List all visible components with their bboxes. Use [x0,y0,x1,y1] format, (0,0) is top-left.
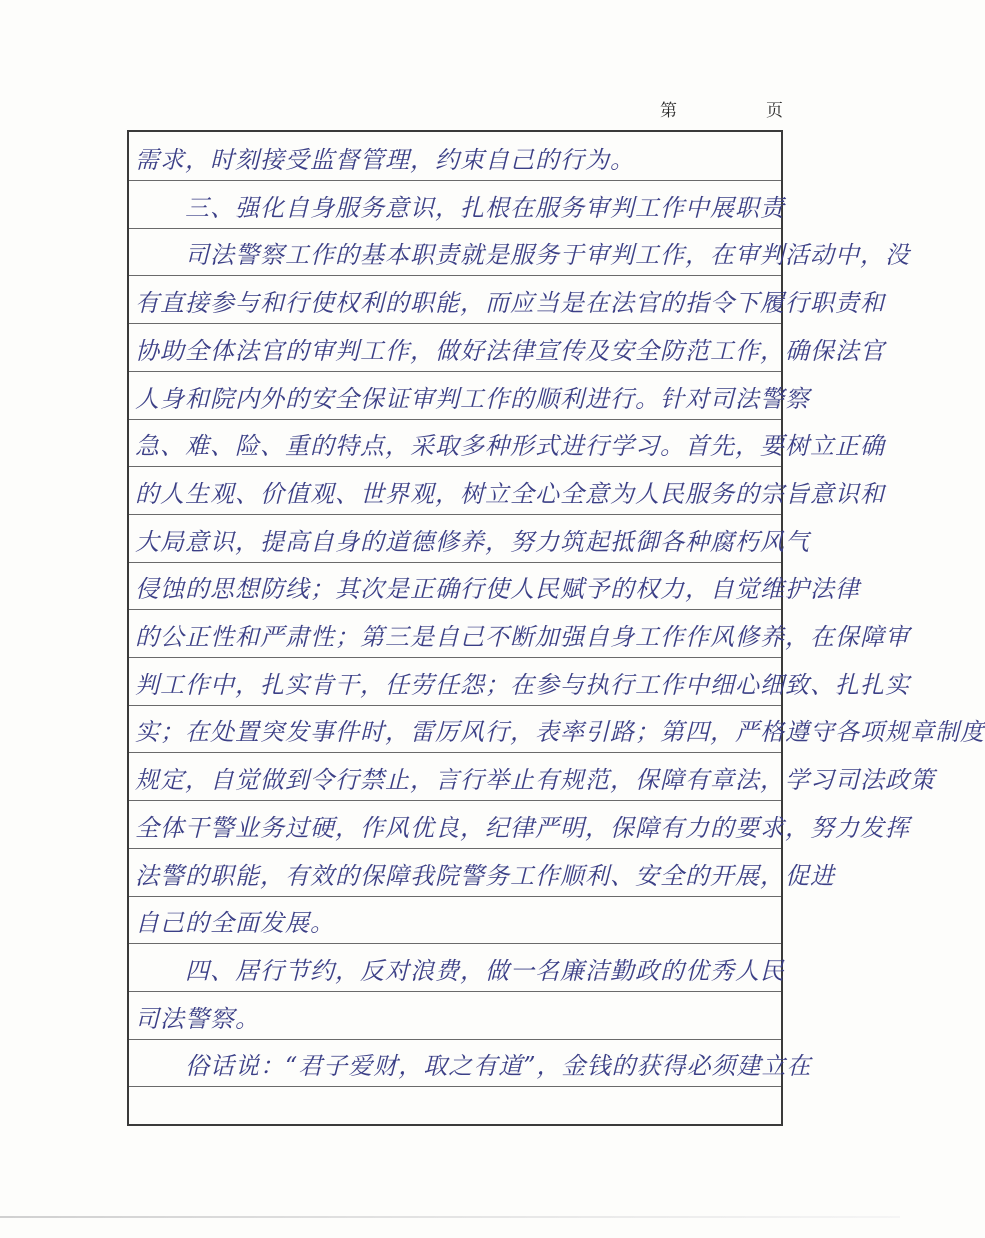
handwritten-line: 侵蚀的思想防线；其次是正确行使人民赋予的权力，自觉维护法律 [135,575,860,604]
ruled-page-frame [127,130,985,1126]
ruled-line [129,609,781,610]
ruled-line [129,1086,781,1087]
page-label-di: 第 [660,101,677,121]
ruled-line [129,657,781,658]
handwritten-line: 有直接参与和行使权利的职能，而应当是在法官的指令下履行职责和 [135,289,885,318]
ruled-line [129,180,781,181]
ruled-line [129,323,781,324]
handwritten-line: 俗话说：“君子爱财，取之有道”，金钱的获得必须建立在 [135,1052,812,1081]
ruled-line [129,800,781,801]
handwritten-line: 全体干警业务过硬，作风优良，纪律严明，保障有力的要求，努力发挥 [135,813,910,842]
ruled-line [129,466,781,467]
ruled-line [129,1039,781,1040]
ruled-line [129,419,781,420]
ruled-line [129,562,781,563]
handwritten-line: 协助全体法官的审判工作，做好法律宣传及安全防范工作，确保法官 [135,336,885,365]
handwritten-line: 大局意识，提高自身的道德修养，努力筑起抵御各种腐朽风气 [135,527,810,556]
ruled-line [129,848,781,849]
handwritten-line: 的人生观、价值观、世界观，树立全心全意为人民服务的宗旨意识和 [135,479,885,508]
ruled-line [129,943,781,944]
handwritten-line: 自己的全面发展。 [135,909,335,938]
handwritten-line: 实；在处置突发事件时，雷厉风行，表率引路；第四，严格遵守各项规章制度 [135,718,985,747]
handwritten-line: 四、居行节约，反对浪费，做一名廉洁勤政的优秀人民 [135,956,785,985]
page-header [648,96,798,126]
handwritten-line: 急、难、险、重的特点，采取多种形式进行学习。首先，要树立正确 [135,432,885,461]
handwritten-line: 法警的职能，有效的保障我院警务工作顺利、安全的开展，促进 [135,861,835,890]
handwritten-line: 人身和院内外的安全保证审判工作的顺利进行。针对司法警察 [135,384,810,413]
handwritten-line: 判工作中，扎实肯干，任劳任怨；在参与执行工作中细心细致、扎扎实 [135,670,910,699]
ruled-line [129,514,781,515]
handwritten-line: 三、强化自身服务意识，扎根在服务审判工作中展职责 [135,193,785,222]
handwritten-line: 规定，自觉做到令行禁止，言行举止有规范，保障有章法，学习司法政策 [135,766,935,795]
ruled-line [129,371,781,372]
ruled-line [129,275,781,276]
handwritten-line: 司法警察工作的基本职责就是服务于审判工作，在审判活动中，没 [135,241,910,270]
handwritten-line: 司法警察。 [135,1004,260,1033]
ruled-line [129,228,781,229]
handwritten-line: 的公正性和严肃性；第三是自己不断加强自身工作作风修养，在保障审 [135,623,910,651]
ruled-line [129,991,781,992]
ruled-line [129,752,781,753]
page-bottom-edge [0,1216,900,1218]
ruled-line [129,705,781,706]
page-label-ye: 页 [766,101,783,121]
ruled-line [129,896,781,897]
handwritten-line: 需求，时刻接受监督管理，约束自己的行为。 [135,146,635,174]
